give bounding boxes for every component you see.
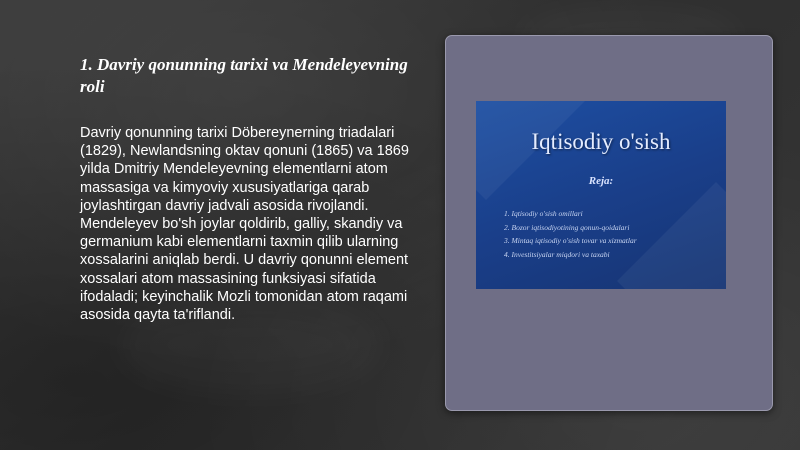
- embedded-slide-subtitle: Reja:: [588, 175, 614, 187]
- embedded-slide-list-item: 3. Mintaq iqtisodiy o'sish tovar va xizmatlar: [504, 236, 637, 245]
- embedded-slide-list-item: 2. Bozor iqtisodiyotining qonun-qoidalari: [504, 222, 630, 232]
- slide-heading: 1. Davriy qonunning tarixi va Mendeleyevning roli: [80, 55, 408, 96]
- embedded-slide-list: [504, 207, 637, 261]
- embedded-slide-list-item: 4. Investitsiyalar miqdori va taxabi: [504, 249, 610, 259]
- image-frame: [445, 35, 773, 411]
- slide-body-text: Davriy qonunning tarixi Döbereynerning triadalari (1829), Newlandsning oktav qonuni (1865) va 1869 yilda Dmitriy Mendeleyevning elementlarni atom massasiga va kimyoviy xususiyatlariga qarab joylashtirgan davriy jadvali asosida rivojlandi. Mendeleyev bo'sh joylar qoldirib, galliy, skandiy va germanium kabi elementlarni taxmin qilib ularning xossalarini aniqlab berdi. U davriy qonunni element xossalari atom massasining funksiyasi sifatida ifodaladi; keyinchalik Mozli tomonidan atom raqami asosida qayta ta'riflandi.: [80, 125, 409, 324]
- embedded-slide-image: [476, 101, 726, 289]
- embedded-slide-title: Iqtisodiy o'sish: [531, 129, 671, 154]
- embedded-slide-list-item: 1. Iqtisodiy o'sish omillari: [504, 209, 583, 218]
